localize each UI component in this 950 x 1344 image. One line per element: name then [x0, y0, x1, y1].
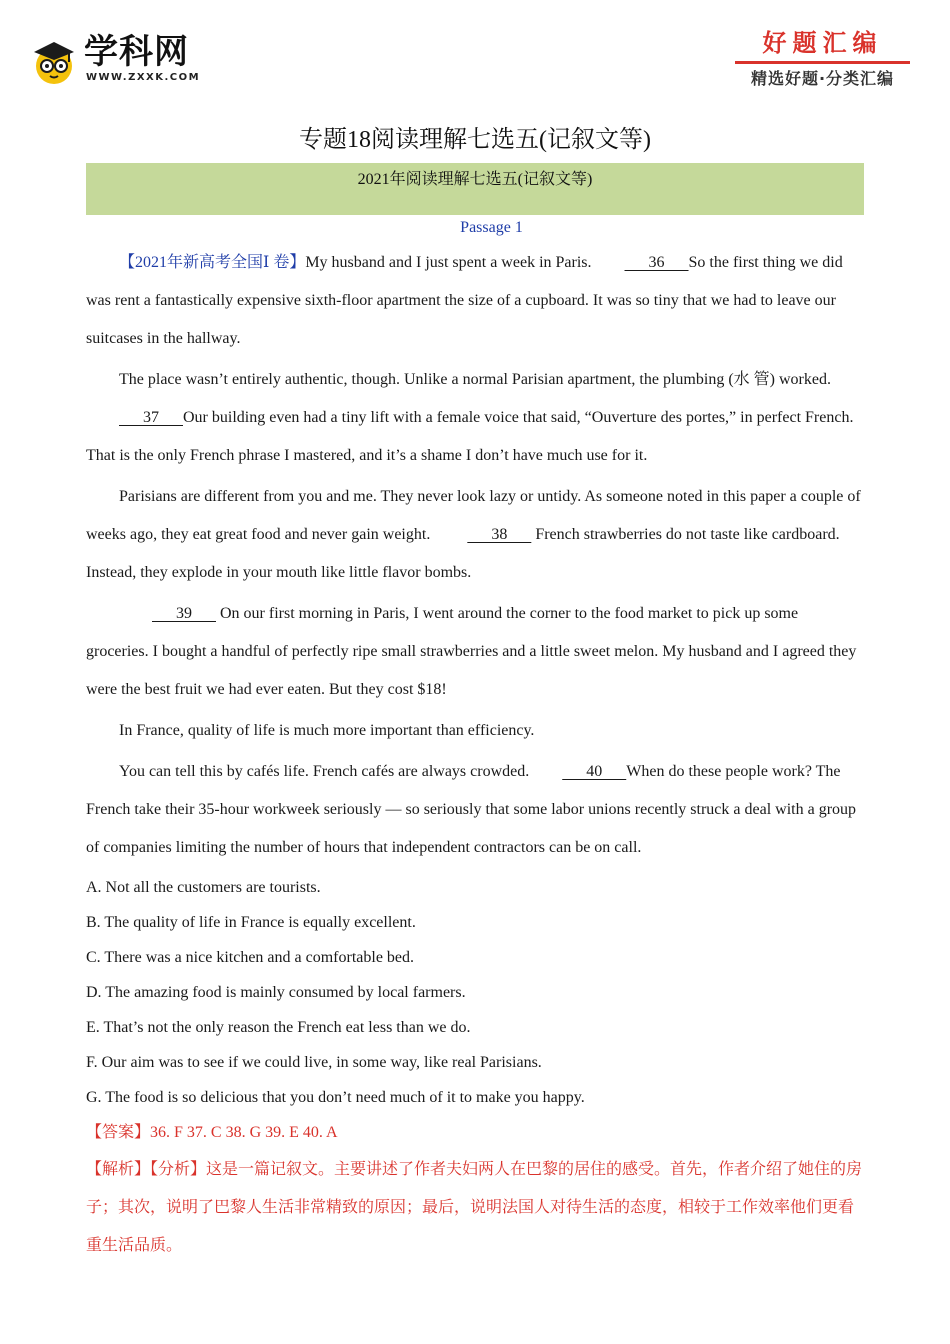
owl-mascot-icon	[30, 38, 78, 86]
option-f: F. Our aim was to see if we could live, in some way, like real Parisians.	[86, 1054, 542, 1071]
logo-url: WWW.ZXXK.COM	[86, 72, 201, 83]
paragraph-text: French strawberries do not taste like cardboard. Instead, they explode in your mouth like little flavor bombs.	[86, 526, 840, 581]
paragraph-text: When do these people work? The French take their 35-hour workweek seriously — so seriously that some labor unions recently struck a deal with a group of companies limiting the number of hours that independent contractors can be on call.	[86, 763, 857, 856]
analysis-block	[86, 1150, 864, 1265]
analysis-text: 这是一篇记叙文。主要讲述了作者夫妇两人在巴黎的居住的感受。首先，作者介绍了她住的房子；其次，说明了巴黎人生活非常精致的原因；最后，说明法国人对待生活的态度，相较于工作效率他们更看重生活品质。	[86, 1161, 863, 1254]
paragraph-text: So the first thing we did was rent a fantastically expensive sixth-floor apartment the size of a cupboard. It was so tiny that we had to leave our suitcases in the hallway.	[86, 254, 843, 347]
option-b: B. The quality of life in France is equally excellent.	[86, 914, 416, 931]
passage-body	[86, 244, 864, 1265]
blank-37: 37	[119, 409, 183, 426]
paragraph-5	[86, 712, 864, 753]
blank-36: 36	[624, 254, 689, 271]
paragraph-2	[86, 361, 864, 478]
page-title: 专题18阅读理解七选五(记叙文等)	[299, 127, 651, 153]
option-d: D. The amazing food is mainly consumed by local farmers.	[86, 984, 466, 1001]
brand-divider	[735, 61, 910, 64]
brand-subtitle: 精选好题·分类汇编	[750, 69, 895, 88]
paragraph-3	[86, 478, 864, 595]
option-g: G. The food is so delicious that you don’t need much of it to make you happy.	[86, 1089, 585, 1106]
brand-stamp	[735, 28, 910, 92]
paragraph-text: The place wasn’t entirely authentic, though. Unlike a normal Parisian apartment, the plumbing (水 管) worked.	[119, 371, 831, 388]
section-title: 2021年阅读理解七选五(记叙文等)	[357, 171, 593, 188]
blank-39: 39	[152, 605, 216, 622]
paragraph-text: My husband and I just spent a week in Paris.	[305, 254, 592, 271]
paragraph-1	[86, 244, 864, 361]
logo-text: 学科网	[84, 32, 189, 72]
answer-label: 【答案】	[86, 1124, 151, 1141]
option-e: E. That’s not the only reason the French eat less than we do.	[86, 1019, 471, 1036]
passage-label: Passage 1	[460, 219, 523, 236]
answer-line	[86, 1115, 864, 1150]
analysis-label: 【解析】【分析】	[86, 1161, 207, 1178]
paragraph-text: Parisians are different from you and me. They never look lazy or untidy. As someone noted in this paper a couple of weeks ago, they eat great food and never gain weight.	[86, 488, 861, 543]
logo-zxxk	[30, 30, 210, 90]
blank-38: 38	[467, 526, 532, 543]
paragraph-text: You can tell this by cafés life. French cafés are always crowded.	[119, 763, 530, 780]
paragraph-4	[86, 595, 864, 712]
paragraph-text: In France, quality of life is much more important than efficiency.	[119, 722, 535, 739]
brand-title: 好题汇编	[762, 29, 883, 57]
section-band	[86, 163, 864, 215]
paragraph-text: Our building even had a tiny lift with a female voice that said, “Ouverture des portes,” in perfect French. That is the only French phrase I mastered, and it’s a shame I don’t have much use for it.	[86, 409, 854, 464]
source-tag: 【2021年新高考全国Ⅰ 卷】	[119, 254, 306, 271]
blank-40: 40	[562, 763, 627, 780]
paragraph-text: On our first morning in Paris, I went around the corner to the food market to pick up some groceries. I bought a handful of perfectly ripe small strawberries and a little sweet melon. My husband and I agreed they were the best fruit we had ever eaten. But they cost $18!	[86, 605, 857, 698]
paragraph-6	[86, 753, 864, 870]
option-a: A. Not all the customers are tourists.	[86, 879, 321, 896]
option-c: C. There was a nice kitchen and a comfortable bed.	[86, 949, 415, 966]
answer-text: 36. F 37. C 38. G 39. E 40. A	[150, 1124, 338, 1141]
